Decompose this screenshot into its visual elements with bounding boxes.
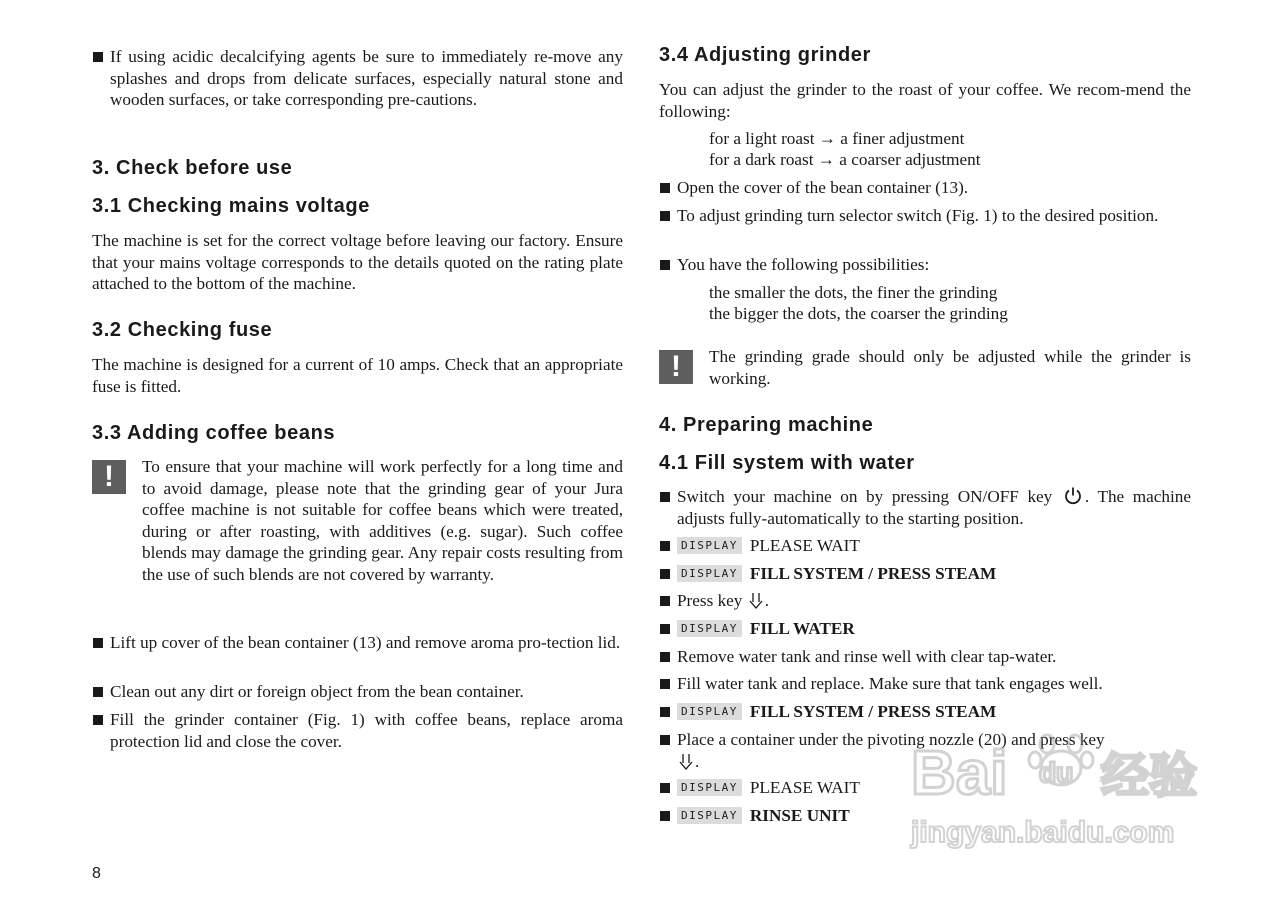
bullet-remove-tank: Remove water tank and rinse well with clear tap-water. (659, 646, 1191, 668)
heading-check-before-use: 3. Check before use (92, 157, 293, 179)
svg-text:Bai: Bai (911, 739, 1008, 808)
bullet-press-key: Press key . (659, 590, 1191, 612)
fuse-paragraph: The machine is designed for a current of 10 amps. Check that an appropriate fuse is fitted. (92, 355, 623, 396)
bullet-switch-on: Switch your machine on by pressing ON/OFF key . The machine adjusts fully-automatically to the starting position. (659, 486, 1191, 529)
steam-key-icon (747, 592, 765, 610)
display-label: DISPLAY (677, 703, 742, 720)
heading-preparing-machine: 4. Preparing machine (659, 414, 874, 436)
dots-big-line: the bigger the dots, the coarser the grinding (709, 304, 1008, 323)
warning-exclamation-icon: ! (659, 350, 693, 384)
beans-warning-paragraph: To ensure that your machine will work perfectly for a long time and to avoid damage, please note that the grinding gear of your Jura coffee machine is not suitable for coffee beans which were treated, during or after roasting, with additives (e.g. sugar). Such coffee blends may damage the grinding gear. Any repair costs resulting from the use of such blends are not covered by warranty. (142, 457, 623, 584)
svg-text:经验: 经验 (1101, 750, 1198, 803)
bullet-adjust-grinding: To adjust grinding turn selector switch (Fig. 1) to the desired position. (659, 205, 1191, 227)
svg-text:jingyan.baidu.com: jingyan.baidu.com (911, 816, 1175, 849)
display-line-fill-system-2: DISPLAY FILL SYSTEM / PRESS STEAM (659, 701, 1191, 723)
svg-text:du: du (1039, 757, 1074, 788)
heading-checking-mains-voltage: 3.1 Checking mains voltage (92, 195, 370, 217)
roast-dark-line: for a dark roast → a coarser adjustment (709, 150, 981, 169)
page-number: 8 (92, 865, 101, 882)
acid-warning-bullet: If using acidic decalcifying agents be sure to immediately re-move any splashes and drops from delicate surfaces, especially natural stone and wooden surfaces, or take corresponding pre-cautions. (92, 46, 623, 111)
bullet-clean-out: Clean out any dirt or foreign object from the bean container. (92, 681, 623, 703)
display-label: DISPLAY (677, 620, 742, 637)
heading-fill-system: 4.1 Fill system with water (659, 452, 915, 474)
heading-checking-fuse: 3.2 Checking fuse (92, 319, 273, 341)
display-line-fill-system: DISPLAY FILL SYSTEM / PRESS STEAM (659, 563, 1191, 585)
grind-warning-paragraph: The grinding grade should only be adjusted while the grinder is working. (709, 347, 1191, 388)
bullet-fill-grinder: Fill the grinder container (Fig. 1) with coffee beans, replace aroma protection lid and close the cover. (92, 709, 623, 752)
display-label: DISPLAY (677, 565, 742, 582)
display-label: DISPLAY (677, 807, 742, 824)
grinder-intro-paragraph: You can adjust the grinder to the roast of your coffee. We recom-mend the following: (659, 80, 1191, 121)
display-line-please-wait-2: DISPLAY PLEASE WAIT (659, 777, 1191, 799)
display-line-fill-water: DISPLAY FILL WATER (659, 618, 1191, 640)
bullet-possibilities: You have the following possibilities: (659, 254, 1191, 276)
display-line-please-wait: DISPLAY PLEASE WAIT (659, 535, 1191, 557)
power-icon (1063, 486, 1083, 506)
heading-adjusting-grinder: 3.4 Adjusting grinder (659, 44, 871, 66)
display-line-rinse-unit: DISPLAY RINSE UNIT (659, 805, 1191, 827)
roast-light-line: for a light roast → a finer adjustment (709, 129, 965, 148)
bullet-place-container: Place a container under the pivoting nozzle (20) and press key . (659, 729, 1191, 772)
display-label: DISPLAY (677, 779, 742, 796)
warning-exclamation-icon: ! (92, 460, 126, 494)
heading-adding-coffee-beans: 3.3 Adding coffee beans (92, 422, 336, 444)
voltage-paragraph: The machine is set for the correct voltage before leaving our factory. Ensure that your mains voltage corresponds to the details quoted on the rating plate attached to the bottom of the machine. (92, 231, 623, 293)
steam-key-icon (677, 753, 695, 771)
dots-small-line: the smaller the dots, the finer the grinding (709, 283, 998, 302)
display-label: DISPLAY (677, 537, 742, 554)
bullet-open-cover: Open the cover of the bean container (13). (659, 177, 1191, 199)
bullet-fill-tank: Fill water tank and replace. Make sure that tank engages well. (659, 673, 1191, 695)
bullet-lift-cover: Lift up cover of the bean container (13) and remove aroma pro-tection lid. (92, 632, 623, 654)
